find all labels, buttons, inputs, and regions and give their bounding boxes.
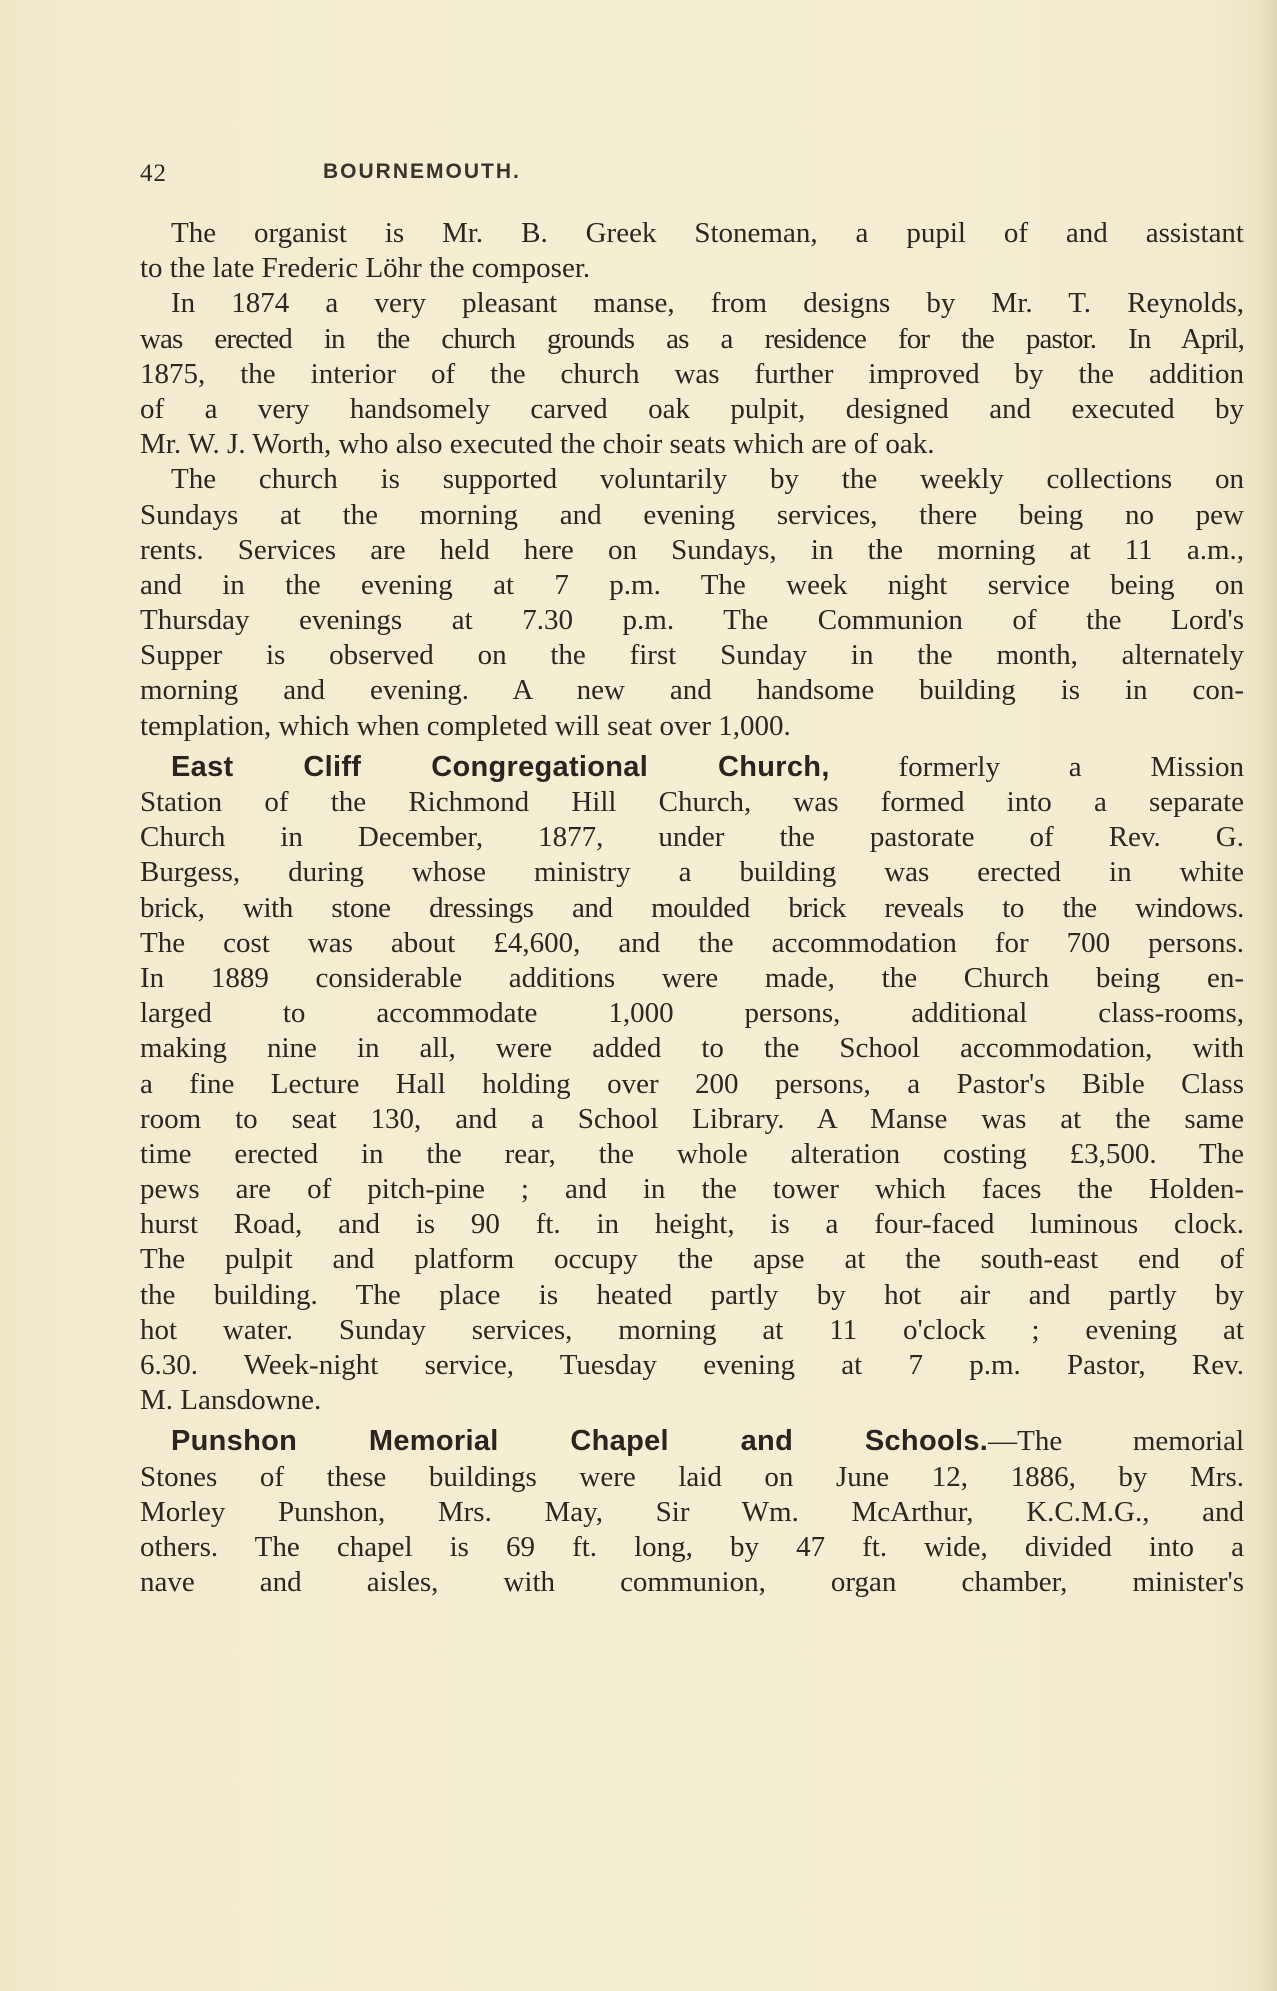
text-line: morning and evening. A new and handsome building is in con- — [140, 674, 1244, 707]
text-line: larged to accommodate 1,000 persons, additional class-rooms, — [140, 997, 1244, 1030]
text-line: Burgess, during whose ministry a building was erected in white — [140, 856, 1244, 889]
running-head: BOURNEMOUTH. — [323, 160, 521, 183]
text-line: to the late Frederic Löhr the composer. — [140, 252, 591, 285]
text-line: and in the evening at 7 p.m. The week night service being on — [140, 568, 1244, 601]
text-line: a fine Lecture Hall holding over 200 persons, a Pastor's Bible Class — [140, 1067, 1244, 1100]
text-line: Station of the Richmond Hill Church, was formed into a separate — [140, 786, 1244, 818]
text-line: making nine in all, were added to the School accommodation, with — [140, 1032, 1244, 1065]
page-header — [140, 160, 1140, 200]
text-line: Sundays at the morning and evening services, there being no pew — [140, 498, 1244, 531]
text-line: The pulpit and platform occupy the apse at the south-east end of — [140, 1243, 1244, 1276]
text-line: rents. Services are held here on Sundays, in the morning at 11 a.m., — [140, 533, 1244, 566]
text-line: room to seat 130, and a School Library. A Manse was at the same — [140, 1102, 1244, 1135]
text-line: In 1874 a very pleasant manse, from designs by Mr. T. Reynolds, — [171, 287, 1244, 320]
text-line: The organist is Mr. B. Greek Stoneman, a pupil of and assistant — [171, 217, 1244, 249]
text-line: Morley Punshon, Mrs. May, Sir Wm. McArthur, K.C.M.G., and — [140, 1495, 1244, 1528]
section-first-line — [140, 750, 1244, 785]
text-line: of a very handsomely carved oak pulpit, designed and executed by — [140, 392, 1244, 425]
text-line: the building. The place is heated partly by hot air and partly by — [140, 1278, 1244, 1311]
section-heading: East Cliff Congregational Church, — [171, 750, 830, 783]
text-line: 6.30. Week-night service, Tuesday evening at 7 p.m. Pastor, Rev. — [140, 1349, 1244, 1381]
text-line: Stones of these buildings were laid on June 12, 1886, by Mrs. — [140, 1460, 1244, 1493]
text-line: was erected in the church grounds as a residence for the pastor. In April, — [140, 322, 1244, 355]
text-line: pews are of pitch-pine ; and in the tower which faces the Holden- — [140, 1173, 1244, 1206]
text-line: nave and aisles, with communion, organ chamber, minister's — [140, 1566, 1244, 1599]
text-line: Thursday evenings at 7.30 p.m. The Communion of the Lord's — [140, 604, 1244, 637]
text-line: templation, which when completed will seat over 1,000. — [140, 709, 791, 742]
text-line: Church in December, 1877, under the pastorate of Rev. G. — [140, 821, 1244, 854]
section-heading: Punshon Memorial Chapel and Schools. — [171, 1425, 989, 1458]
section-first-line-rest: —The memorial — [988, 1425, 1244, 1458]
text-line: Supper is observed on the first Sunday in the month, alternately — [140, 639, 1244, 672]
text-line: Mr. W. J. Worth, who also executed the choir seats which are of oak. — [140, 428, 935, 461]
text-line: others. The chapel is 69 ft. long, by 47 ft. wide, divided into a — [140, 1530, 1244, 1563]
text-line: The cost was about £4,600, and the accommodation for 700 persons. — [140, 926, 1244, 959]
text-line: hurst Road, and is 90 ft. in height, is a four-faced luminous clock. — [140, 1208, 1244, 1241]
page-edge-shadow — [1259, 0, 1277, 1991]
text-line: hot water. Sunday services, morning at 11 o'clock ; evening at — [140, 1313, 1244, 1346]
text-line: The church is supported voluntarily by the weekly collections on — [171, 463, 1244, 496]
text-line: M. Lansdowne. — [140, 1384, 322, 1417]
text-line: In 1889 considerable additions were made, the Church being en- — [140, 961, 1244, 994]
section-first-line — [140, 1424, 1244, 1459]
page-number: 42 — [140, 160, 167, 187]
text-line: time erected in the rear, the whole alteration costing £3,500. The — [140, 1137, 1244, 1170]
text-line: brick, with stone dressings and moulded brick reveals to the windows. — [140, 891, 1244, 924]
body-text — [140, 216, 1244, 1600]
text-line: 1875, the interior of the church was further improved by the addition — [140, 357, 1244, 390]
section-first-line-rest: formerly a Mission — [829, 750, 1244, 783]
